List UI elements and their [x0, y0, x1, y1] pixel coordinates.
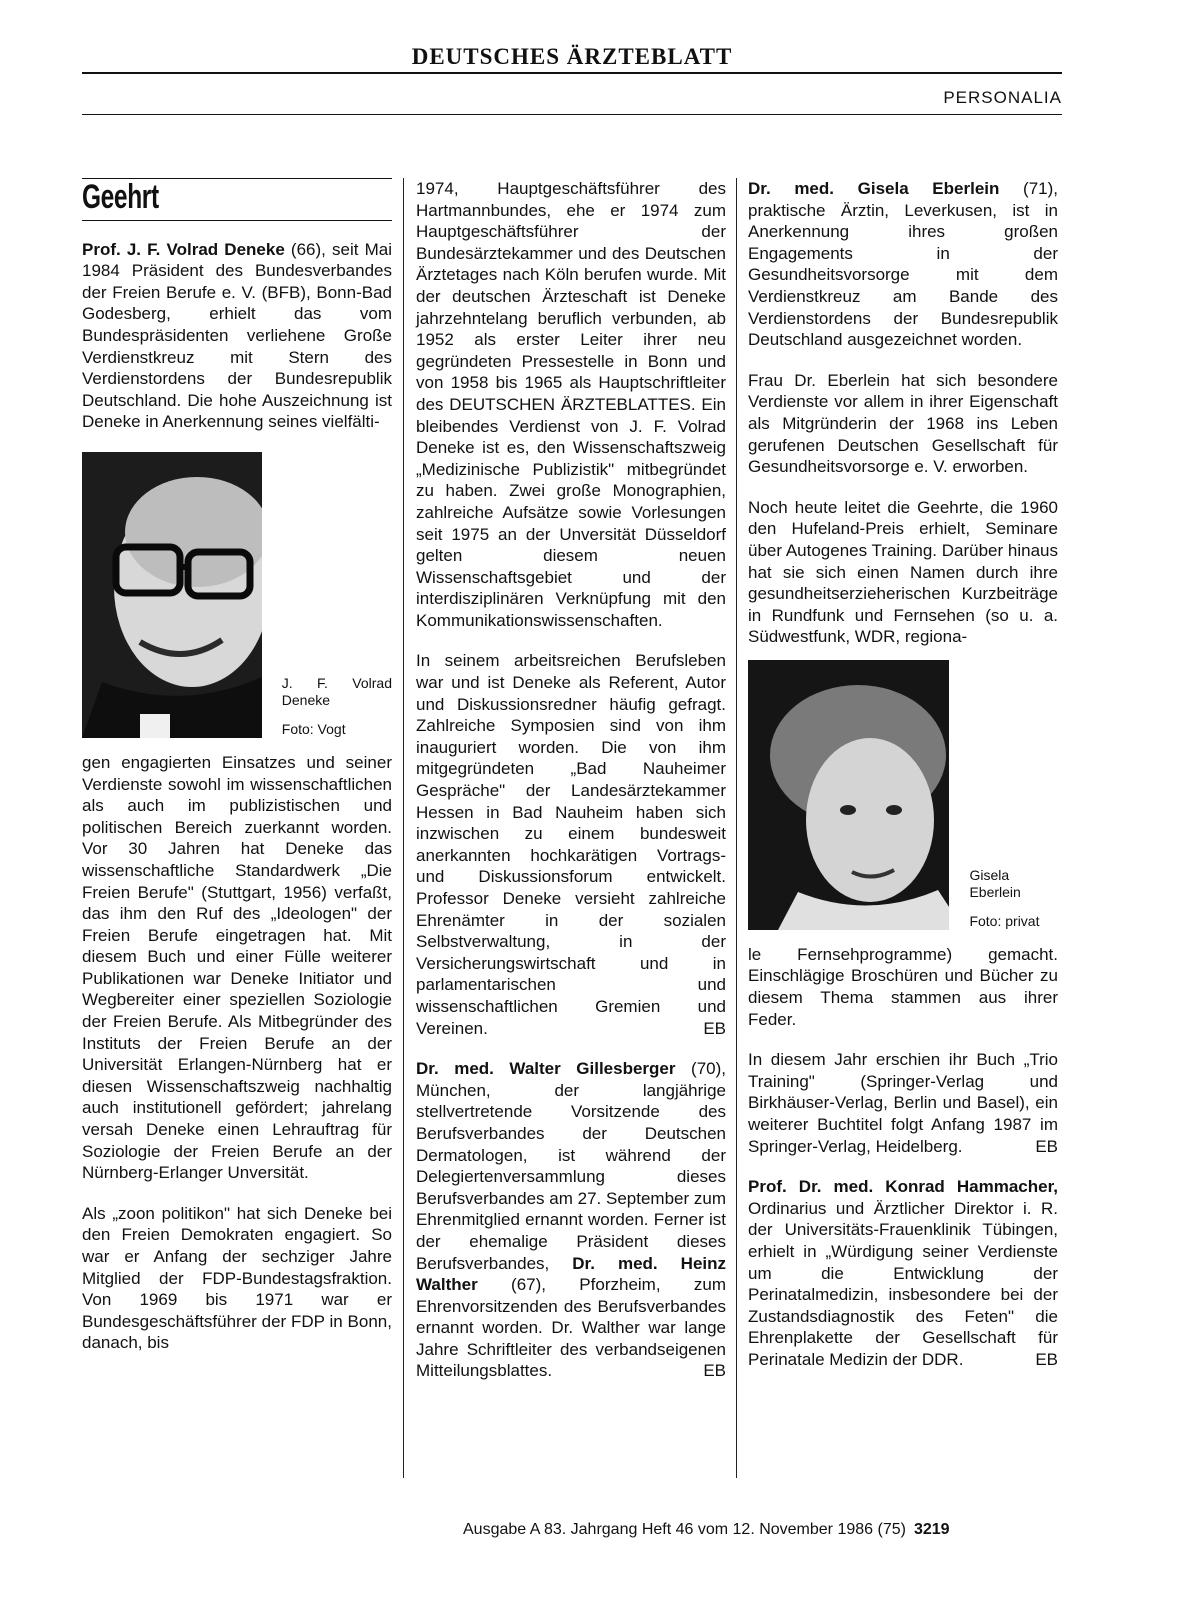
paragraph: gen engagierten Einsatzes und seiner Verdienste sowohl im wissenschaftlichen als auch im publizistischen und politischen Bereich zuerkannt worden. Vor 30 Jahren hat Deneke das wissenschaftliche Standardwerk „Die Freien Berufe" (Stuttgart, 1956) verfaßt, das ihm den Ruf des „Ideologen" der Freien Berufe eingetragen hat. Mit diesem Buch und einer Fülle weiterer Publikationen war Deneke Initiator und Wegbereiter einer speziellen Soziologie der Freien Berufe. Als Mitbegründer des Instituts der Freien Berufe an der Universität Erlangen-Nürnberg hat er diesen Wissenschaftszweig nachhaltig auch institutionell gefördert; jahrelang versah Deneke einen Lehrauftrag für Soziologie der Freien Berufe an der Nürnberg-Erlanger Unversität.	[82, 752, 392, 1183]
paragraph: Noch heute leitet die Geehrte, die 1960 den Hufeland-Preis erhielt, Seminare über Autogenes Training. Darüber hinaus hat sie sich einen Namen durch ihre gesundheitserzieherischen Kurzbeiträge in Rundfunk und Fernsehen (so u. a. Südwestfunk, WDR, regiona-	[748, 497, 1058, 647]
paragraph-text: (71), praktische Ärztin, Leverkusen, ist in Anerkennung ihres großen Engagements in der Gesundheitsvorsorge mit dem Verdienstkreuz am Bande des Verdienstordens der Bundesrepublik Deutschland ausgezeichnet worden.	[748, 179, 1058, 350]
person-name: Prof. Dr. med. Konrad Hammacher,	[748, 1177, 1058, 1197]
paragraph	[748, 178, 1058, 351]
page-footer	[463, 1521, 950, 1539]
paragraph: Als „zoon politikon" hat sich Deneke bei den Freien Demokraten engagiert. So war er Anfang der sechziger Jahre Mitglied der FDP-Bundestagsfraktion. Von 1969 bis 1971 war er Bundesgeschäftsführer der FDP in Bonn, danach, bis	[82, 1203, 392, 1353]
heading: Geehrt	[82, 178, 159, 216]
paragraph-text: Ordinarius und Ärztlicher Direktor i. R. der Universitäts-Frauenklinik Tübingen, erhielt in „Würdigung seiner Verdienste um die Entwicklung der Perinatalmedizin, insbesondere bei der Zustandsdiagnostik des Feten" die Ehrenplakette der Gesellschaft für Perinatale Medizin der DDR.	[748, 1198, 1058, 1369]
photo-block-deneke	[82, 452, 392, 738]
author-signature: EB	[703, 1361, 726, 1381]
author-signature: EB	[1035, 1136, 1058, 1156]
paragraph: Frau Dr. Eberlein hat sich besondere Verdienste vor allem in ihrer Eigenschaft als Mitgründerin der 1968 ins Leben gerufenen Deutschen Gesellschaft für Gesundheitsvorsorge e. V. erworben.	[748, 370, 1058, 477]
photo-caption	[949, 660, 1058, 930]
photo-caption	[262, 452, 392, 738]
person-name: Prof. J. F. Volrad Deneke	[82, 239, 285, 259]
portrait-photo-deneke	[82, 452, 262, 738]
paragraph	[416, 650, 726, 1039]
person-name: Dr. med. Gisela Eberlein	[748, 179, 1000, 198]
column-2	[416, 178, 726, 1401]
heading-box	[82, 178, 392, 221]
paragraph: 1974, Hauptgeschäftsführer des Hartmannbundes, ehe er 1974 zum Hauptgeschäftsführer der Bundesärztekammer und des Deutschen Ärztetages nach Köln berufen wurde. Mit der deutschen Ärzteschaft ist Deneke jahrzehntelang beruflich verbunden, ab 1952 als erster Leiter ihrer neu gegründeten Pressestelle in Bonn und von 1958 bis 1965 als Hauptschriftleiter des DEUTSCHEN ÄRZTEBLATTES. Ein bleibendes Verdienst von J. F. Volrad Deneke ist es, den Wissenschaftszweig „Medizinische Publizistik" mitbegründet zu haben. Zwei große Monographien, zahlreiche Aufsätze sowie Vorlesungen seit 1975 an der Unversität Düsseldorf gelten diesem neuen Wissenschaftsgebiet und der interdisziplinären Verknüpfung mit den Kommunikationswissenschaften.	[416, 179, 726, 630]
paragraph-text: In seinem arbeitsreichen Berufsleben war und ist Deneke als Referent, Autor und Diskussionsredner häufig gefragt. Zahlreiche Symposien sind von ihm inauguriert worden. Die von ihm mitgegründeten „Bad Nauheimer Gespräche" der Landesärztekammer Hessen in Bad Nauheim haben sich inzwischen zu einem bundesweit anerkannten hochkarätigen Vortrags- und Diskussionsforum entwickelt. Professor Deneke versieht zahlreiche Ehrenämter in der sozialen Selbstverwaltung, in der Versicherungswirtschaft und in parlamentarischen und wissenschaftlichen Gremien und Vereinen.	[416, 651, 726, 1038]
caption-name: Gisela Eberlein	[969, 866, 1021, 900]
author-signature: EB	[1035, 1349, 1058, 1369]
paragraph-text: (67), Pforzheim, zum Ehrenvorsitzenden des Berufsverbandes ernannt worden. Dr. Walther war lange Jahre Schriftleiter des verbandseigenen Mitteilungsblattes.	[416, 1275, 726, 1381]
masthead-rule	[82, 72, 1062, 74]
person-name: Dr. med. Heinz Walther	[416, 1253, 726, 1295]
column-3	[748, 178, 1058, 1390]
section-label: PERSONALIA	[943, 88, 1062, 107]
caption-credit: Foto: Vogt	[281, 720, 346, 737]
paragraph	[748, 1176, 1058, 1370]
column-divider	[403, 178, 404, 1478]
paragraph-text: In diesem Jahr erschien ihr Buch „Trio Training" (Springer-Verlag und Birkhäuser-Verlag, Berlin und Basel), ein weiterer Buchtitel folgt Anfang 1987 im Springer-Verlag, Heidelberg.	[748, 1050, 1058, 1156]
issue-info: Ausgabe A 83. Jahrgang Heft 46 vom 12. November 1986 (75)	[463, 1521, 906, 1538]
caption-credit: Foto: privat	[969, 912, 1040, 929]
caption-name: J. F. Volrad Deneke	[281, 674, 392, 708]
masthead: DEUTSCHES ÄRZTEBLATT	[411, 44, 733, 69]
paragraph	[416, 1058, 726, 1382]
column-1	[82, 178, 392, 1373]
column-divider	[736, 178, 737, 1478]
author-signature: EB	[703, 1018, 726, 1038]
section-rule	[82, 114, 1062, 115]
paragraph: le Fernsehprogramme) gemacht. Einschlägige Broschüren und Bücher zu diesem Thema stammen aus ihrer Feder.	[748, 944, 1058, 1029]
portrait-photo-eberlein	[748, 660, 949, 930]
paragraph-text: (70), München, der langjährige stellvertretende Vorsitzende des Berufsverbandes der Deutschen Dermatologen, ist während der Delegiertenversammlung dieses Berufsverbandes am 27. September zum Ehrenmitglied ernannt worden. Ferner ist der ehemalige Präsident dieses Berufsverbandes,	[416, 1059, 726, 1273]
paragraph	[748, 1049, 1058, 1157]
person-name: Dr. med. Walter Gillesberger	[416, 1059, 676, 1079]
photo-block-eberlein	[748, 660, 1058, 930]
page-number: 3219	[913, 1521, 950, 1538]
paragraph	[82, 239, 392, 433]
paragraph-text: (66), seit Mai 1984 Präsident des Bundesverbandes der Freien Berufe e. V. (BFB), Bonn-Bad Godesberg, erhielt das vom Bundespräsidenten verliehene Große Verdienstkreuz mit Stern des Verdienstordens der Bundesrepublik Deutschland. Die hohe Auszeichnung ist Deneke in Anerkennung seines vielfälti-	[82, 239, 392, 432]
